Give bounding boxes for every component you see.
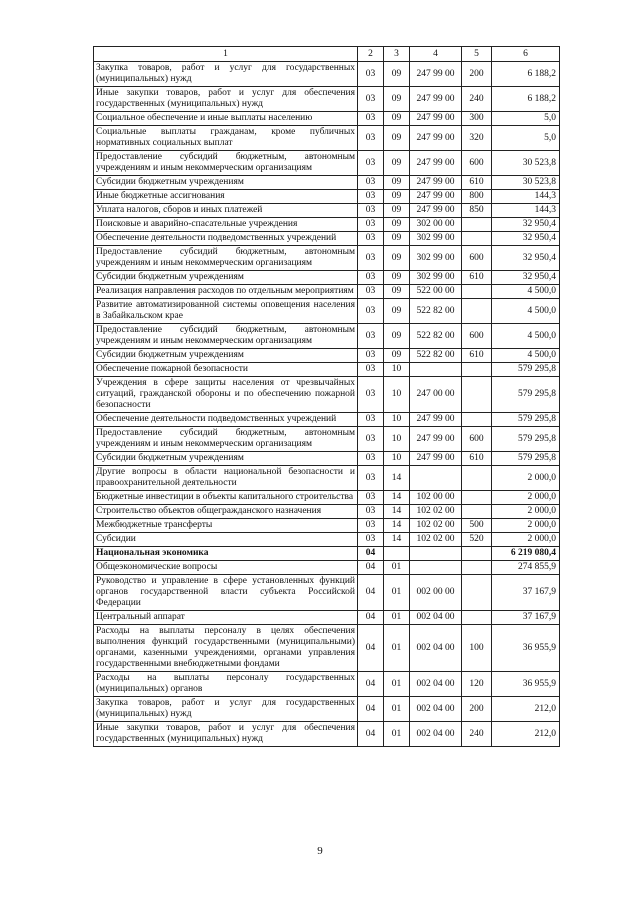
table-row — [94, 611, 560, 625]
target-article-cell: 302 99 00 — [410, 232, 462, 246]
expense-type-cell — [462, 466, 492, 491]
table-body — [94, 62, 560, 747]
table-header-row — [94, 47, 560, 62]
amount-cell: 6 219 080,4 — [492, 547, 560, 561]
amount-cell: 2 000,0 — [492, 505, 560, 519]
expense-type-cell: 100 — [462, 625, 492, 672]
amount-cell: 32 950,4 — [492, 246, 560, 271]
subsection-code-cell — [384, 547, 410, 561]
table-row — [94, 349, 560, 363]
table-row — [94, 466, 560, 491]
subsection-code-cell: 09 — [384, 176, 410, 190]
expense-type-cell — [462, 611, 492, 625]
amount-cell: 144,3 — [492, 204, 560, 218]
subsection-code-cell: 01 — [384, 611, 410, 625]
amount-cell: 30 523,8 — [492, 176, 560, 190]
row-name-cell: Обеспечение деятельности подведомственных учреждений — [94, 413, 358, 427]
row-name-cell: Расходы на выплаты персоналу в целях обеспечения выполнения функций государственными (муниципальными) органами, казенными учреждениями, органами управления государственными внебюджетными фондами — [94, 625, 358, 672]
expense-type-cell: 240 — [462, 722, 492, 747]
expense-type-cell: 850 — [462, 204, 492, 218]
target-article-cell: 247 99 00 — [410, 87, 462, 112]
subsection-code-cell: 09 — [384, 324, 410, 349]
section-code-cell: 03 — [358, 349, 384, 363]
expense-type-cell — [462, 575, 492, 611]
row-name-cell: Социальное обеспечение и иные выплаты населению — [94, 112, 358, 126]
target-article-cell: 522 82 00 — [410, 349, 462, 363]
subsection-code-cell: 14 — [384, 466, 410, 491]
header-cell: 3 — [384, 47, 410, 62]
expense-type-cell — [462, 505, 492, 519]
row-name-cell: Иные бюджетные ассигнования — [94, 190, 358, 204]
row-name-cell: Социальные выплаты гражданам, кроме публичных нормативных социальных выплат — [94, 126, 358, 151]
subsection-code-cell: 10 — [384, 427, 410, 452]
subsection-code-cell: 09 — [384, 299, 410, 324]
section-code-cell: 03 — [358, 204, 384, 218]
table-row — [94, 112, 560, 126]
row-name-cell: Центральный аппарат — [94, 611, 358, 625]
section-code-cell: 04 — [358, 547, 384, 561]
subsection-code-cell: 14 — [384, 505, 410, 519]
row-name-cell: Поисковые и аварийно-спасательные учреждения — [94, 218, 358, 232]
expense-type-cell: 610 — [462, 452, 492, 466]
table-row — [94, 324, 560, 349]
target-article-cell: 102 02 00 — [410, 505, 462, 519]
row-name-cell: Субсидии бюджетным учреждениям — [94, 452, 358, 466]
section-code-cell: 03 — [358, 505, 384, 519]
section-code-cell: 03 — [358, 176, 384, 190]
amount-cell: 37 167,9 — [492, 575, 560, 611]
expense-type-cell — [462, 561, 492, 575]
amount-cell: 2 000,0 — [492, 491, 560, 505]
row-name-cell: Субсидии бюджетным учреждениям — [94, 176, 358, 190]
subsection-code-cell: 01 — [384, 561, 410, 575]
row-name-cell: Предоставление субсидий бюджетным, автономным учреждениям и иным некоммерческим организациям — [94, 151, 358, 176]
subsection-code-cell: 09 — [384, 126, 410, 151]
section-code-cell: 04 — [358, 625, 384, 672]
subsection-code-cell: 09 — [384, 349, 410, 363]
expense-type-cell — [462, 218, 492, 232]
subsection-code-cell: 09 — [384, 190, 410, 204]
row-name-cell: Закупка товаров, работ и услуг для государственных (муниципальных) нужд — [94, 697, 358, 722]
expense-type-cell: 200 — [462, 62, 492, 87]
section-code-cell: 03 — [358, 112, 384, 126]
subsection-code-cell: 14 — [384, 519, 410, 533]
target-article-cell: 002 04 00 — [410, 697, 462, 722]
section-code-cell: 03 — [358, 218, 384, 232]
table-row — [94, 722, 560, 747]
expense-type-cell: 600 — [462, 246, 492, 271]
table-row — [94, 575, 560, 611]
header-cell: 6 — [492, 47, 560, 62]
subsection-code-cell: 09 — [384, 246, 410, 271]
table-row — [94, 519, 560, 533]
table-row — [94, 672, 560, 697]
amount-cell: 4 500,0 — [492, 285, 560, 299]
target-article-cell: 247 00 00 — [410, 377, 462, 413]
section-code-cell: 03 — [358, 126, 384, 151]
amount-cell: 274 855,9 — [492, 561, 560, 575]
row-name-cell: Предоставление субсидий бюджетным, автономным учреждениям и иным некоммерческим организациям — [94, 324, 358, 349]
amount-cell: 36 955,9 — [492, 625, 560, 672]
row-name-cell: Строительство объектов общегражданского назначения — [94, 505, 358, 519]
header-cell: 4 — [410, 47, 462, 62]
section-code-cell: 03 — [358, 232, 384, 246]
expense-type-cell: 600 — [462, 324, 492, 349]
table-row — [94, 126, 560, 151]
table-row — [94, 377, 560, 413]
header-cell: 2 — [358, 47, 384, 62]
amount-cell: 4 500,0 — [492, 349, 560, 363]
row-name-cell: Межбюджетные трансферты — [94, 519, 358, 533]
table-row — [94, 533, 560, 547]
target-article-cell — [410, 547, 462, 561]
subsection-code-cell: 10 — [384, 377, 410, 413]
amount-cell: 2 000,0 — [492, 519, 560, 533]
amount-cell: 144,3 — [492, 190, 560, 204]
expense-type-cell: 120 — [462, 672, 492, 697]
expense-type-cell — [462, 377, 492, 413]
target-article-cell: 522 82 00 — [410, 324, 462, 349]
subsection-code-cell: 01 — [384, 697, 410, 722]
amount-cell: 579 295,8 — [492, 363, 560, 377]
table-row — [94, 427, 560, 452]
target-article-cell: 522 00 00 — [410, 285, 462, 299]
subsection-code-cell: 01 — [384, 625, 410, 672]
row-name-cell: Обеспечение пожарной безопасности — [94, 363, 358, 377]
expense-type-cell: 600 — [462, 151, 492, 176]
header-cell: 1 — [94, 47, 358, 62]
row-name-cell: Развитие автоматизированной системы оповещения населения в Забайкальском крае — [94, 299, 358, 324]
amount-cell: 579 295,8 — [492, 377, 560, 413]
row-name-cell: Субсидии бюджетным учреждениям — [94, 349, 358, 363]
expense-type-cell — [462, 285, 492, 299]
amount-cell: 2 000,0 — [492, 466, 560, 491]
target-article-cell: 247 99 00 — [410, 126, 462, 151]
table-row — [94, 232, 560, 246]
target-article-cell: 002 04 00 — [410, 672, 462, 697]
subsection-code-cell: 09 — [384, 62, 410, 87]
expense-type-cell: 520 — [462, 533, 492, 547]
row-name-cell: Иные закупки товаров, работ и услуг для обеспечения государственных (муниципальных) нужд — [94, 87, 358, 112]
amount-cell: 4 500,0 — [492, 324, 560, 349]
row-name-cell: Иные закупки товаров, работ и услуг для обеспечения государственных (муниципальных) нужд — [94, 722, 358, 747]
table-row — [94, 299, 560, 324]
row-name-cell: Субсидии — [94, 533, 358, 547]
expense-type-cell — [462, 363, 492, 377]
table-row — [94, 204, 560, 218]
target-article-cell: 247 99 00 — [410, 151, 462, 176]
budget-table — [93, 46, 560, 747]
subsection-code-cell: 09 — [384, 232, 410, 246]
expense-type-cell: 240 — [462, 87, 492, 112]
section-code-cell: 03 — [358, 363, 384, 377]
amount-cell: 37 167,9 — [492, 611, 560, 625]
table-row — [94, 491, 560, 505]
expense-type-cell: 600 — [462, 427, 492, 452]
subsection-code-cell: 10 — [384, 363, 410, 377]
section-code-cell: 03 — [358, 62, 384, 87]
section-code-cell: 03 — [358, 452, 384, 466]
page-number: 9 — [317, 845, 323, 857]
table-row — [94, 625, 560, 672]
amount-cell: 212,0 — [492, 722, 560, 747]
section-code-cell: 04 — [358, 611, 384, 625]
expense-type-cell: 500 — [462, 519, 492, 533]
target-article-cell: 102 02 00 — [410, 519, 462, 533]
target-article-cell: 247 99 00 — [410, 427, 462, 452]
table-row — [94, 246, 560, 271]
row-name-cell: Другие вопросы в области национальной безопасности и правоохранительной деятельности — [94, 466, 358, 491]
amount-cell: 212,0 — [492, 697, 560, 722]
target-article-cell: 302 99 00 — [410, 271, 462, 285]
section-code-cell: 03 — [358, 324, 384, 349]
row-name-cell: Руководство и управление в сфере установленных функций органов государственной власти субъекта Российской Федерации — [94, 575, 358, 611]
expense-type-cell: 200 — [462, 697, 492, 722]
table-row — [94, 176, 560, 190]
expense-type-cell: 300 — [462, 112, 492, 126]
section-code-cell: 03 — [358, 491, 384, 505]
table-row — [94, 190, 560, 204]
row-name-cell: Уплата налогов, сборов и иных платежей — [94, 204, 358, 218]
amount-cell: 2 000,0 — [492, 533, 560, 547]
section-code-cell: 03 — [358, 271, 384, 285]
section-code-cell: 03 — [358, 190, 384, 204]
target-article-cell: 102 02 00 — [410, 533, 462, 547]
section-code-cell: 03 — [358, 246, 384, 271]
target-article-cell: 302 99 00 — [410, 246, 462, 271]
target-article-cell: 247 99 00 — [410, 204, 462, 218]
row-name-cell: Учреждения в сфере защиты населения от чрезвычайных ситуаций, гражданской обороны и по обеспечению пожарной безопасности — [94, 377, 358, 413]
section-code-cell: 04 — [358, 722, 384, 747]
expense-type-cell: 610 — [462, 349, 492, 363]
expense-type-cell — [462, 232, 492, 246]
amount-cell: 32 950,4 — [492, 218, 560, 232]
expense-type-cell: 610 — [462, 271, 492, 285]
target-article-cell: 247 99 00 — [410, 62, 462, 87]
row-name-cell: Реализация направления расходов по отдельным мероприятиям — [94, 285, 358, 299]
table-row — [94, 547, 560, 561]
target-article-cell: 522 82 00 — [410, 299, 462, 324]
subsection-code-cell: 01 — [384, 672, 410, 697]
table-row — [94, 505, 560, 519]
amount-cell: 579 295,8 — [492, 413, 560, 427]
amount-cell: 579 295,8 — [492, 427, 560, 452]
subsection-code-cell: 09 — [384, 271, 410, 285]
subsection-code-cell: 09 — [384, 285, 410, 299]
table-row — [94, 62, 560, 87]
table-row — [94, 363, 560, 377]
row-name-cell: Расходы на выплаты персоналу государственных (муниципальных) органов — [94, 672, 358, 697]
amount-cell: 32 950,4 — [492, 232, 560, 246]
target-article-cell — [410, 466, 462, 491]
target-article-cell — [410, 561, 462, 575]
subsection-code-cell: 09 — [384, 204, 410, 218]
expense-type-cell: 610 — [462, 176, 492, 190]
amount-cell: 30 523,8 — [492, 151, 560, 176]
section-code-cell: 04 — [358, 697, 384, 722]
amount-cell: 36 955,9 — [492, 672, 560, 697]
target-article-cell: 247 99 00 — [410, 452, 462, 466]
target-article-cell: 302 00 00 — [410, 218, 462, 232]
section-code-cell: 03 — [358, 151, 384, 176]
table-row — [94, 452, 560, 466]
amount-cell: 4 500,0 — [492, 299, 560, 324]
subsection-code-cell: 14 — [384, 491, 410, 505]
table-row — [94, 561, 560, 575]
target-article-cell: 002 00 00 — [410, 575, 462, 611]
section-code-cell: 04 — [358, 672, 384, 697]
row-name-cell: Обеспечение деятельности подведомственных учреждений — [94, 232, 358, 246]
expense-type-cell — [462, 491, 492, 505]
table-row — [94, 87, 560, 112]
amount-cell: 6 188,2 — [492, 87, 560, 112]
target-article-cell: 247 99 00 — [410, 413, 462, 427]
row-name-cell: Закупка товаров, работ и услуг для государственных (муниципальных) нужд — [94, 62, 358, 87]
subsection-code-cell: 01 — [384, 722, 410, 747]
target-article-cell: 002 04 00 — [410, 625, 462, 672]
row-name-cell: Бюджетные инвестиции в объекты капитального строительства — [94, 491, 358, 505]
target-article-cell: 247 99 00 — [410, 112, 462, 126]
section-code-cell: 03 — [358, 413, 384, 427]
section-code-cell: 03 — [358, 285, 384, 299]
amount-cell: 5,0 — [492, 126, 560, 151]
expense-type-cell — [462, 299, 492, 324]
target-article-cell — [410, 363, 462, 377]
section-code-cell: 03 — [358, 87, 384, 112]
row-name-cell: Субсидии бюджетным учреждениям — [94, 271, 358, 285]
expense-type-cell — [462, 413, 492, 427]
row-name-cell: Национальная экономика — [94, 547, 358, 561]
subsection-code-cell: 10 — [384, 452, 410, 466]
table-row — [94, 151, 560, 176]
header-cell: 5 — [462, 47, 492, 62]
amount-cell: 5,0 — [492, 112, 560, 126]
section-code-cell: 03 — [358, 466, 384, 491]
target-article-cell: 002 04 00 — [410, 722, 462, 747]
table-row — [94, 271, 560, 285]
table-row — [94, 413, 560, 427]
section-code-cell: 04 — [358, 561, 384, 575]
section-code-cell: 04 — [358, 575, 384, 611]
table-row — [94, 697, 560, 722]
subsection-code-cell: 10 — [384, 413, 410, 427]
section-code-cell: 03 — [358, 299, 384, 324]
subsection-code-cell: 09 — [384, 151, 410, 176]
section-code-cell: 03 — [358, 533, 384, 547]
target-article-cell: 247 99 00 — [410, 190, 462, 204]
amount-cell: 6 188,2 — [492, 62, 560, 87]
subsection-code-cell: 09 — [384, 87, 410, 112]
amount-cell: 579 295,8 — [492, 452, 560, 466]
target-article-cell: 002 04 00 — [410, 611, 462, 625]
subsection-code-cell: 14 — [384, 533, 410, 547]
target-article-cell: 247 99 00 — [410, 176, 462, 190]
row-name-cell: Предоставление субсидий бюджетным, автономным учреждениям и иным некоммерческим организациям — [94, 427, 358, 452]
target-article-cell: 102 00 00 — [410, 491, 462, 505]
row-name-cell: Общеэкономические вопросы — [94, 561, 358, 575]
amount-cell: 32 950,4 — [492, 271, 560, 285]
expense-type-cell — [462, 547, 492, 561]
subsection-code-cell: 09 — [384, 112, 410, 126]
table-row — [94, 285, 560, 299]
table-row — [94, 218, 560, 232]
subsection-code-cell: 01 — [384, 575, 410, 611]
section-code-cell: 03 — [358, 427, 384, 452]
expense-type-cell: 800 — [462, 190, 492, 204]
document-page — [93, 46, 559, 747]
row-name-cell: Предоставление субсидий бюджетным, автономным учреждениям и иным некоммерческим организациям — [94, 246, 358, 271]
section-code-cell: 03 — [358, 377, 384, 413]
section-code-cell: 03 — [358, 519, 384, 533]
subsection-code-cell: 09 — [384, 218, 410, 232]
expense-type-cell: 320 — [462, 126, 492, 151]
